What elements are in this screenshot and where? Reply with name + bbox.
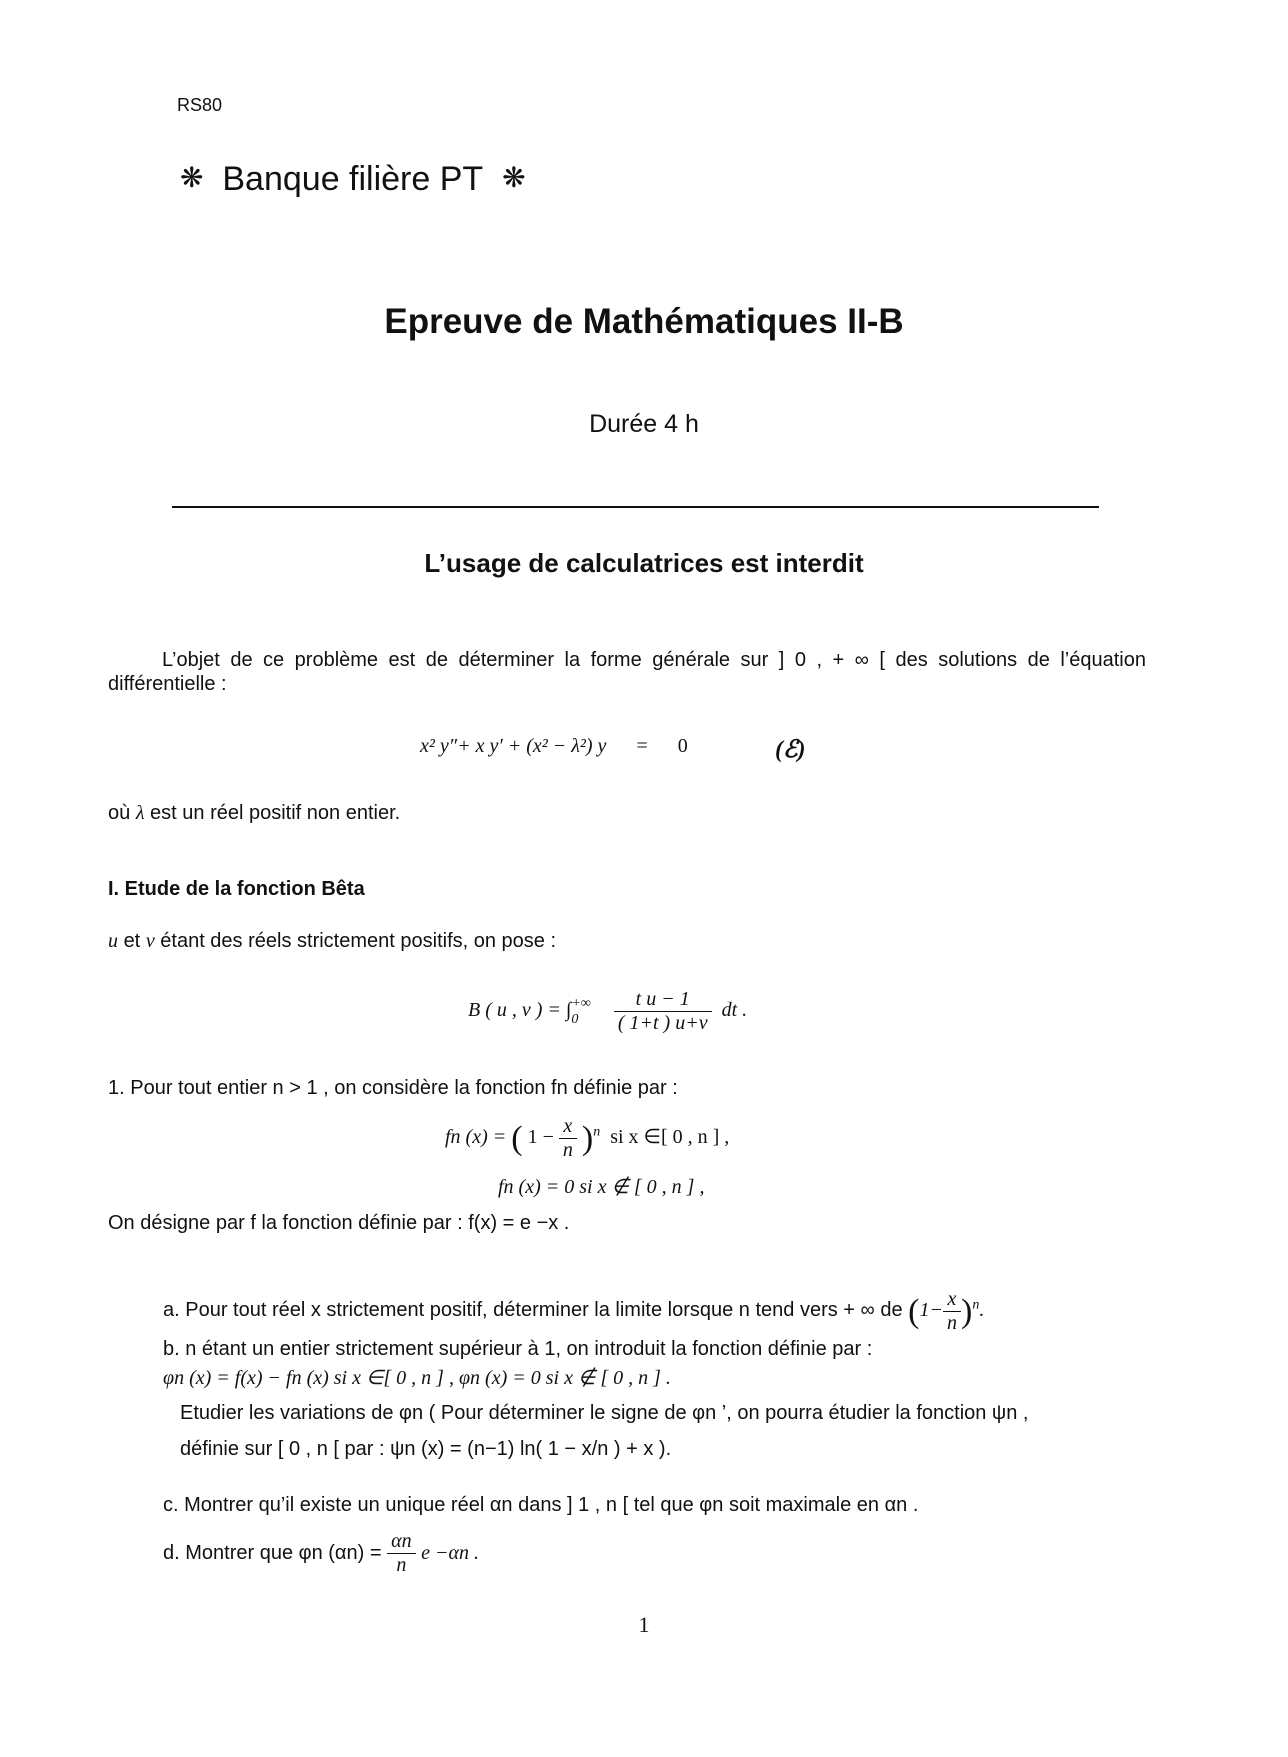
- equation-equals: =: [636, 735, 648, 757]
- beta-lhs: B ( u , v ) = ∫: [468, 999, 572, 1022]
- fn-definition-1: fn (x) = ( 1 − $\frac{x}{n}$ )$^n$ si x ∈[ 0 , n ] ,: [445, 1115, 730, 1161]
- fn-definition-2: fn (x) = 0 si x ∉ [ 0 , n ] ,: [498, 1176, 705, 1198]
- integral-upper-bound: +∞: [571, 995, 591, 1011]
- calculator-rule: L’usage de calculatrices est interdit: [424, 548, 864, 578]
- exam-title: Epreuve de Mathématiques II-B: [384, 302, 904, 341]
- equation-lhs: x² y″+ x y′ + (x² − λ²) y: [420, 735, 607, 757]
- intro-paragraph: [108, 648, 1146, 696]
- psi-n-definition: définie sur [ 0 , n [ par : ψn (x) = (n−1) ln( 1 − x/n ) + x ).: [180, 1438, 672, 1460]
- bank-name: Banque filière PT: [222, 160, 484, 198]
- question-1b: b. n étant un entier strictement supérieur à 1, on introduit la fonction définie par :: [163, 1338, 873, 1360]
- document-reference: RS80: [177, 95, 223, 115]
- beta-integrand: [614, 988, 712, 1035]
- question-1c: c. Montrer qu’il existe un unique réel αn dans ] 1 , n [ tel que φn soit maximale en αn .: [163, 1494, 919, 1516]
- integrand-numerator: t u − 1: [614, 988, 712, 1012]
- lambda-note: où λ est un réel positif non entier.: [108, 802, 401, 824]
- exam-duration: Durée 4 h: [589, 410, 699, 438]
- question-1: 1. Pour tout entier n > 1 , on considère la fonction fn définie par :: [108, 1077, 678, 1099]
- differential-equation: [420, 735, 688, 758]
- equation-tag: (ℰ): [775, 737, 806, 763]
- equation-rhs: 0: [677, 735, 688, 757]
- phi-n-definition: φn (x) = f(x) − fn (x) si x ∈[ 0 , n ] , φn (x) = 0 si x ∉ [ 0 , n ] .: [163, 1367, 671, 1389]
- integrand-denominator: ( 1+t ) u+v: [617, 1012, 708, 1034]
- question-1a: a. Pour tout réel x strictement positif, déterminer la limite lorsque n tend vers + ∞ de (1− $\frac{x}{n}$ )$^n$.: [163, 1288, 985, 1334]
- intro-text: L’objet de ce problème est de déterminer la forme générale sur ] 0 , + ∞ [ des solutions de l’équation différentielle :: [108, 649, 1146, 695]
- bank-heading: [180, 160, 526, 199]
- integral-lower-bound: 0: [571, 1011, 579, 1027]
- f-definition: On désigne par f la fonction définie par : f(x) = e −x .: [108, 1212, 570, 1234]
- asterisk-ornament-icon: ❋: [502, 162, 526, 193]
- integral-dt: dt .: [721, 999, 748, 1022]
- horizontal-divider: [172, 506, 1099, 508]
- question-1d: d. Montrer que φn (αn) = $\frac{\alpha n}{n}$ e −αn .: [163, 1530, 480, 1576]
- beta-setup: u et v étant des réels strictement positifs, on pose :: [108, 930, 557, 952]
- lambda-symbol: λ: [135, 802, 145, 824]
- beta-definition: [468, 988, 747, 1035]
- section-heading: I. Etude de la fonction Bêta: [108, 878, 365, 900]
- asterisk-ornament-icon: ❋: [180, 162, 204, 193]
- page-number: 1: [638, 1612, 650, 1637]
- question-1b-variations: Etudier les variations de φn ( Pour déterminer le signe de φn ’, on pourra étudier la fonction ψn ,: [180, 1402, 1029, 1424]
